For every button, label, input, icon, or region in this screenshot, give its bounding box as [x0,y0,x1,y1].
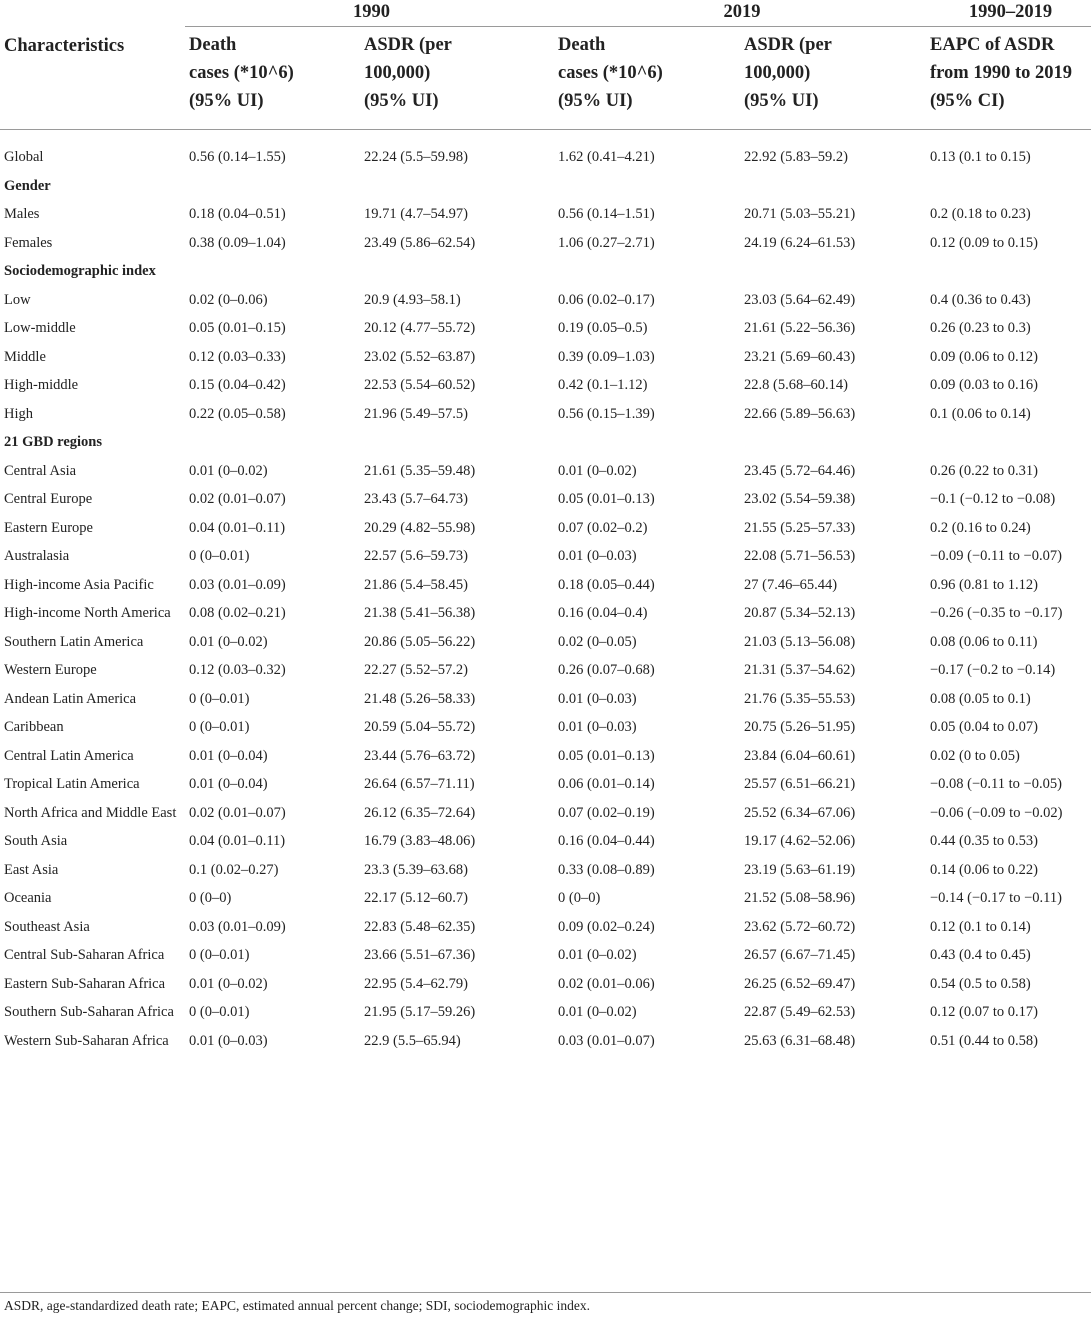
asdr-2019-cell: 26.25 (6.52–69.47) [744,975,856,992]
table-row [0,1027,1091,1056]
asdr-1990-cell: 23.49 (5.86–62.54) [364,234,476,251]
row-label: Australasia [4,548,70,564]
eapc-cell: −0.14 (−0.17 to −0.11) [930,890,1062,906]
deaths-2019-cell: 0.06 (0.02–0.17) [558,291,655,308]
asdr-1990-cell [356,172,554,201]
deaths-2019-cell: 0.01 (0–0.03) [558,719,637,735]
eapc-cell: 0.09 (0.06 to 0.12) [930,348,1038,365]
deaths-2019-cell [554,257,740,286]
asdr-1990-cell: 21.48 (5.26–58.33) [364,690,476,707]
table-row [0,856,1091,885]
table-row [0,229,1091,258]
deaths-1990-cell: 0.01 (0–0.03) [189,1032,268,1049]
asdr-2019-cell: 23.84 (6.04–60.61) [744,747,856,764]
column-header-row [0,27,1091,130]
column-header-characteristics: Characteristics [0,27,185,130]
column-header-deaths-1990: Death cases (*10^6) (95% UI) [185,27,356,130]
row-label: Males [4,206,40,222]
asdr-1990-cell: 26.12 (6.35–72.64) [364,804,476,821]
eapc-cell: 0.12 (0.07 to 0.17) [930,1004,1038,1020]
asdr-1990-cell [356,428,554,457]
asdr-2019-cell: 20.87 (5.34–52.13) [744,605,856,621]
eapc-cell: 0.12 (0.1 to 0.14) [930,918,1031,935]
deaths-1990-cell [185,172,356,201]
table-row [0,770,1091,799]
eapc-cell: 0.26 (0.23 to 0.3) [930,320,1031,336]
deaths-1990-cell: 0.02 (0.01–0.07) [189,491,286,507]
deaths-1990-cell: 0.38 (0.09–1.04) [189,234,286,251]
table-row [0,314,1091,343]
asdr-2019-cell: 22.08 (5.71–56.53) [744,548,856,564]
asdr-1990-cell: 20.29 (4.82–55.98) [364,519,476,536]
deaths-2019-cell: 0.16 (0.04–0.4) [558,605,648,621]
deaths-1990-cell: 0 (0–0.01) [189,690,250,707]
row-label: Central Asia [4,462,77,479]
table-row [0,913,1091,942]
asdr-2019-cell: 19.17 (4.62–52.06) [744,833,856,849]
table-row [0,827,1091,856]
asdr-1990-cell: 20.9 (4.93–58.1) [364,291,461,308]
asdr-1990-cell: 20.59 (5.04–55.72) [364,719,476,735]
eapc-cell: 0.51 (0.44 to 0.58) [930,1032,1038,1049]
eapc-cell [926,428,1091,457]
table-row [0,941,1091,970]
row-label: Global [4,149,44,165]
deaths-1990-cell: 0.04 (0.01–0.11) [189,833,286,849]
table-row [0,628,1091,657]
row-label: Western Europe [4,662,97,678]
asdr-2019-cell: 23.21 (5.69–60.43) [744,348,856,365]
asdr-2019-cell: 23.45 (5.72–64.46) [744,462,856,479]
table-row [0,485,1091,514]
table-row [0,400,1091,429]
asdr-1990-cell: 23.44 (5.76–63.72) [364,747,476,764]
eapc-cell: 0.43 (0.4 to 0.45) [930,947,1031,963]
eapc-cell: 0.13 (0.1 to 0.15) [930,149,1031,165]
row-label: Eastern Sub-Saharan Africa [4,975,166,992]
deaths-1990-cell: 0 (0–0) [189,890,232,906]
table-row [0,970,1091,999]
row-label: Females [4,234,53,251]
deaths-1990-cell: 0 (0–0.01) [189,548,250,564]
asdr-2019-cell: 21.76 (5.35–55.53) [744,690,856,707]
deaths-1990-cell: 0.03 (0.01–0.09) [189,576,286,593]
asdr-2019-cell: 20.71 (5.03–55.21) [744,206,856,222]
eapc-cell: 0.08 (0.05 to 0.1) [930,690,1031,707]
asdr-2019-cell: 23.02 (5.54–59.38) [744,491,856,507]
eapc-cell: 0.96 (0.81 to 1.12) [930,576,1038,593]
row-label: Middle [4,348,46,365]
deaths-1990-cell: 0.02 (0.01–0.07) [189,804,286,821]
asdr-1990-cell: 22.17 (5.12–60.7) [364,890,468,906]
table-row [0,713,1091,742]
eapc-cell: −0.1 (−0.12 to −0.08) [930,491,1056,507]
deaths-2019-cell: 0.06 (0.01–0.14) [558,776,655,792]
deaths-2019-cell: 0.33 (0.08–0.89) [558,861,655,878]
asdr-2019-cell: 22.92 (5.83–59.2) [744,149,848,165]
row-label: Central Latin America [4,747,134,764]
row-label: Oceania [4,890,52,906]
group-header-blank [0,0,185,27]
section-header-row [0,257,1091,286]
table-footnote: ASDR, age-standardized death rate; EAPC, estimated annual percent change; SDI, sociodemographic index. [0,1292,1091,1314]
row-label: High-income Asia Pacific [4,576,154,593]
eapc-cell: 0.02 (0 to 0.05) [930,747,1020,764]
deaths-2019-cell: 0.01 (0–0.02) [558,1004,637,1020]
row-label: North Africa and Middle East [4,804,177,821]
asdr-2019-cell: 24.19 (6.24–61.53) [744,234,856,251]
asdr-2019-cell: 25.52 (6.34–67.06) [744,804,856,821]
row-label: High [4,405,33,422]
eapc-cell: 0.44 (0.35 to 0.53) [930,833,1038,849]
asdr-1990-cell [356,257,554,286]
eapc-cell: 0.26 (0.22 to 0.31) [930,462,1038,479]
deaths-1990-cell: 0.18 (0.04–0.51) [189,206,286,222]
deaths-2019-cell [554,428,740,457]
deaths-2019-cell: 0.16 (0.04–0.44) [558,833,655,849]
row-label: Southern Latin America [4,633,144,650]
column-header-eapc: EAPC of ASDR from 1990 to 2019 (95% CI) [926,27,1091,130]
eapc-cell: 0.12 (0.09 to 0.15) [930,234,1038,251]
asdr-2019-cell: 21.31 (5.37–54.62) [744,662,856,678]
eapc-cell: 0.08 (0.06 to 0.11) [930,633,1038,650]
deaths-2019-cell: 0.09 (0.02–0.24) [558,918,655,935]
row-label: Andean Latin America [4,690,137,707]
deaths-2019-cell: 0.18 (0.05–0.44) [558,576,655,593]
asdr-1990-cell: 21.61 (5.35–59.48) [364,462,476,479]
section-label: 21 GBD regions [4,434,103,450]
eapc-cell: −0.06 (−0.09 to −0.02) [930,804,1063,821]
deaths-1990-cell: 0.03 (0.01–0.09) [189,918,286,935]
asdr-2019-cell: 23.62 (5.72–60.72) [744,918,856,935]
deaths-1990-cell: 0.04 (0.01–0.11) [189,519,286,536]
table-row [0,571,1091,600]
deaths-2019-cell: 0.56 (0.14–1.51) [558,206,655,222]
table-row [0,599,1091,628]
table-row [0,685,1091,714]
table-row [0,542,1091,571]
row-label: High-middle [4,377,79,393]
group-header-row [0,0,1091,27]
deaths-1990-cell: 0.12 (0.03–0.32) [189,662,286,678]
deaths-1990-cell: 0.08 (0.02–0.21) [189,605,286,621]
deaths-1990-cell: 0.05 (0.01–0.15) [189,320,286,336]
asdr-1990-cell: 21.38 (5.41–56.38) [364,605,476,621]
eapc-cell: −0.17 (−0.2 to −0.14) [930,662,1056,678]
table-row [0,998,1091,1027]
deaths-2019-cell: 0.39 (0.09–1.03) [558,348,655,365]
asdr-1990-cell: 21.86 (5.4–58.45) [364,576,468,593]
asdr-2019-cell [740,428,926,457]
deaths-1990-cell: 0 (0–0.01) [189,1004,250,1020]
eapc-cell: 0.05 (0.04 to 0.07) [930,719,1038,735]
row-label: Central Sub-Saharan Africa [4,947,165,963]
table-row [0,343,1091,372]
asdr-1990-cell: 23.43 (5.7–64.73) [364,491,468,507]
section-header-row [0,172,1091,201]
asdr-2019-cell: 26.57 (6.67–71.45) [744,947,856,963]
asdr-1990-cell: 22.27 (5.52–57.2) [364,662,468,678]
deaths-2019-cell: 0.01 (0–0.02) [558,462,637,479]
column-header-asdr-2019: ASDR (per 100,000) (95% UI) [740,27,926,130]
deaths-1990-cell: 0.56 (0.14–1.55) [189,149,286,165]
deaths-1990-cell: 0.01 (0–0.02) [189,462,268,479]
deaths-1990-cell: 0.1 (0.02–0.27) [189,861,279,878]
asdr-1990-cell: 20.86 (5.05–56.22) [364,633,476,650]
deaths-2019-cell: 0.42 (0.1–1.12) [558,377,648,393]
deaths-1990-cell: 0.22 (0.05–0.58) [189,405,286,422]
row-label: East Asia [4,861,59,878]
eapc-cell: 0.09 (0.03 to 0.16) [930,377,1038,393]
row-label: South Asia [4,833,68,849]
deaths-1990-cell: 0.01 (0–0.04) [189,747,268,764]
deaths-2019-cell: 0.02 (0.01–0.06) [558,975,655,992]
asdr-2019-cell: 23.19 (5.63–61.19) [744,861,856,878]
deaths-2019-cell: 0.05 (0.01–0.13) [558,747,655,764]
deaths-2019-cell: 0.56 (0.15–1.39) [558,405,655,422]
deaths-2019-cell: 0.01 (0–0.03) [558,690,637,707]
deaths-2019-cell: 0.02 (0–0.05) [558,633,637,650]
table-row [0,130,1091,172]
deaths-2019-cell [554,172,740,201]
deaths-2019-cell: 0 (0–0) [558,890,601,906]
asdr-2019-cell: 22.87 (5.49–62.53) [744,1004,856,1020]
table-row [0,656,1091,685]
row-label: Eastern Europe [4,519,93,536]
asdr-2019-cell: 21.03 (5.13–56.08) [744,633,856,650]
asdr-2019-cell: 23.03 (5.64–62.49) [744,291,856,308]
eapc-cell: −0.09 (−0.11 to −0.07) [930,548,1062,564]
table-row [0,884,1091,913]
asdr-2019-cell: 21.55 (5.25–57.33) [744,519,856,536]
deaths-2019-cell: 0.05 (0.01–0.13) [558,491,655,507]
table-row [0,742,1091,771]
asdr-1990-cell: 22.57 (5.6–59.73) [364,548,468,564]
asdr-1990-cell: 22.24 (5.5–59.98) [364,149,468,165]
asdr-2019-cell: 25.63 (6.31–68.48) [744,1032,856,1049]
deaths-2019-cell: 0.07 (0.02–0.19) [558,804,655,821]
deaths-1990-cell: 0.01 (0–0.02) [189,633,268,650]
asdr-2019-cell: 21.61 (5.22–56.36) [744,320,856,336]
row-label: Tropical Latin America [4,776,140,792]
row-label: Central Europe [4,491,93,507]
row-label: Southeast Asia [4,918,90,935]
eapc-cell [926,172,1091,201]
asdr-1990-cell: 19.71 (4.7–54.97) [364,206,468,222]
table-row [0,200,1091,229]
asdr-1990-cell: 23.66 (5.51–67.36) [364,947,476,963]
row-label: Low-middle [4,320,76,336]
section-header-row [0,428,1091,457]
asdr-1990-cell: 22.95 (5.4–62.79) [364,975,468,992]
deaths-2019-cell: 0.19 (0.05–0.5) [558,320,648,336]
asdr-1990-cell: 23.3 (5.39–63.68) [364,861,468,878]
row-label: Western Sub-Saharan Africa [4,1032,169,1049]
deaths-2019-cell: 0.01 (0–0.03) [558,548,637,564]
table-row [0,457,1091,486]
asdr-1990-cell: 23.02 (5.52–63.87) [364,348,476,365]
asdr-2019-cell: 27 (7.46–65.44) [744,576,838,593]
eapc-cell: 0.14 (0.06 to 0.22) [930,861,1038,878]
table-row [0,799,1091,828]
asdr-1990-cell: 22.53 (5.54–60.52) [364,377,476,393]
row-label: Caribbean [4,719,64,735]
section-label: Gender [4,177,51,194]
eapc-cell [926,257,1091,286]
row-label: Low [4,291,31,308]
asdr-2019-cell: 25.57 (6.51–66.21) [744,776,856,792]
deaths-2019-cell: 0.07 (0.02–0.2) [558,519,648,536]
asdr-1990-cell: 22.83 (5.48–62.35) [364,918,476,935]
deaths-1990-cell: 0.01 (0–0.04) [189,776,268,792]
asdr-2019-cell: 22.8 (5.68–60.14) [744,377,848,393]
asdr-1990-cell: 26.64 (6.57–71.11) [364,776,475,792]
deaths-1990-cell: 0.15 (0.04–0.42) [189,377,286,393]
table-row [0,514,1091,543]
deaths-1990-cell [185,428,356,457]
asdr-2019-cell: 20.75 (5.26–51.95) [744,719,856,735]
deaths-2019-cell: 0.26 (0.07–0.68) [558,662,655,678]
table-row [0,371,1091,400]
row-label: Southern Sub-Saharan Africa [4,1004,174,1020]
deaths-2019-cell: 1.62 (0.41–4.21) [558,149,655,165]
table-body [0,130,1091,1056]
eapc-cell: −0.26 (−0.35 to −0.17) [930,605,1063,621]
eapc-cell: 0.1 (0.06 to 0.14) [930,405,1031,422]
eapc-cell: 0.2 (0.16 to 0.24) [930,519,1031,536]
section-label: Sociodemographic index [4,263,156,279]
asdr-2019-cell [740,172,926,201]
asdr-2019-cell [740,257,926,286]
deaths-2019-cell: 0.03 (0.01–0.07) [558,1032,655,1049]
eapc-cell: 0.2 (0.18 to 0.23) [930,206,1031,222]
asdr-1990-cell: 21.95 (5.17–59.26) [364,1004,476,1020]
group-header-1990: 1990 [185,0,554,27]
eapc-cell: 0.54 (0.5 to 0.58) [930,975,1031,992]
deaths-1990-cell: 0 (0–0.01) [189,947,250,963]
eapc-cell: −0.08 (−0.11 to −0.05) [930,776,1062,792]
asdr-1990-cell: 16.79 (3.83–48.06) [364,833,476,849]
deaths-1990-cell: 0 (0–0.01) [189,719,250,735]
asdr-1990-cell: 22.9 (5.5–65.94) [364,1032,461,1049]
deaths-1990-cell [185,257,356,286]
row-label: High-income North America [4,605,171,621]
deaths-2019-cell: 1.06 (0.27–2.71) [558,234,655,251]
group-header-change: 1990–2019 [926,0,1091,27]
deaths-1990-cell: 0.02 (0–0.06) [189,291,268,308]
table-row [0,286,1091,315]
deaths-2019-cell: 0.01 (0–0.02) [558,947,637,963]
column-header-asdr-1990: ASDR (per 100,000) (95% UI) [356,27,554,130]
deaths-1990-cell: 0.12 (0.03–0.33) [189,348,286,365]
asdr-2019-cell: 22.66 (5.89–56.63) [744,405,856,422]
asdr-2019-cell: 21.52 (5.08–58.96) [744,890,856,906]
column-header-deaths-2019: Death cases (*10^6) (95% UI) [554,27,740,130]
group-header-2019: 2019 [554,0,926,27]
asdr-1990-cell: 20.12 (4.77–55.72) [364,320,476,336]
deaths-1990-cell: 0.01 (0–0.02) [189,975,268,992]
eapc-cell: 0.4 (0.36 to 0.43) [930,291,1031,308]
asdr-1990-cell: 21.96 (5.49–57.5) [364,405,468,422]
